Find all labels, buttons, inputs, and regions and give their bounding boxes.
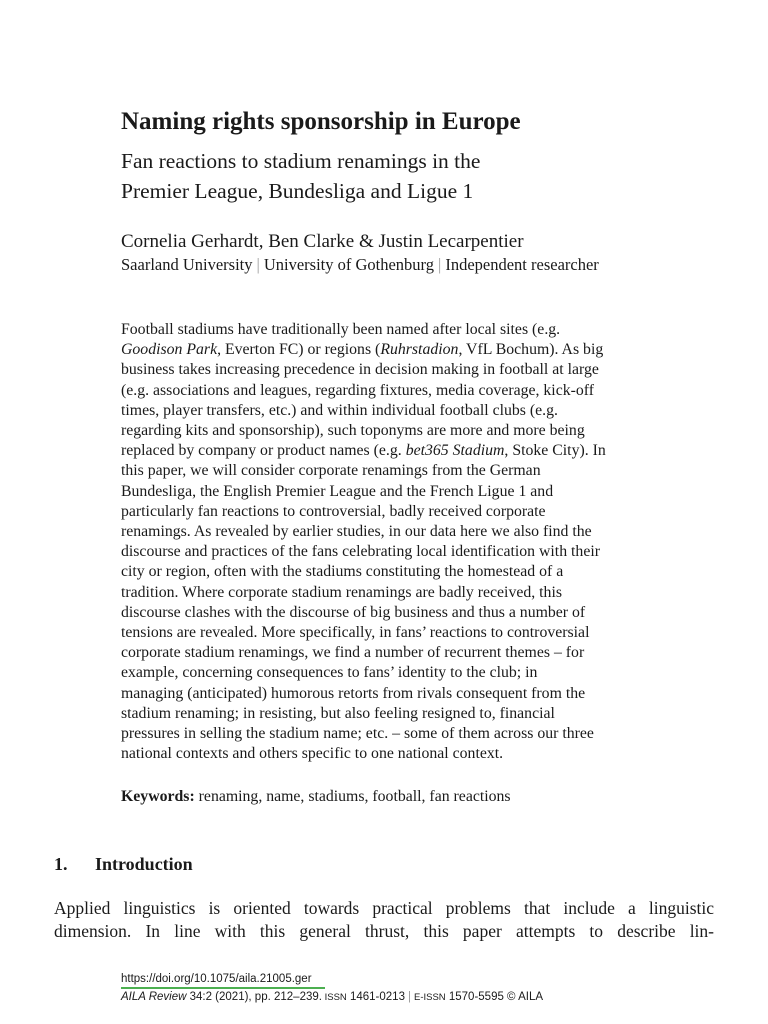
separator: |	[256, 255, 260, 274]
abstract-text: , Stoke City). In	[504, 442, 606, 460]
section-number: 1.	[54, 854, 68, 874]
issn: 1461-0213	[346, 991, 405, 1003]
doi-underline	[121, 987, 325, 989]
abstract-line	[121, 522, 691, 542]
abstract-text: this paper, we will consider corporate renamings from the German	[121, 462, 541, 480]
abstract-line	[121, 724, 691, 744]
abstract-text: (e.g. associations and leagues, regarding fixtures, media coverage, kick-off	[121, 381, 594, 399]
affiliations	[121, 254, 599, 276]
abstract-line	[121, 340, 691, 360]
journal-name: AILA Review	[121, 991, 187, 1003]
subtitle-line: Fan reactions to stadium renamings in the	[121, 149, 481, 173]
abstract-text: , Everton FC) or regions (	[217, 341, 381, 359]
abstract-text: tradition. Where corporate stadium renamings are badly received, this	[121, 583, 562, 601]
abstract-line	[121, 684, 691, 704]
abstract-text: national contexts and others specific to one national context.	[121, 745, 504, 763]
abstract-text: regarding kits and sponsorship), such toponyms are more and more being	[121, 422, 585, 440]
abstract-line	[121, 360, 691, 380]
body-line: Applied linguistics is oriented towards practical problems that include a linguistic	[54, 898, 714, 918]
abstract-text: managing (anticipated) humorous retorts from rivals consequent from the	[121, 684, 586, 702]
abstract-text: stadium renaming; in resisting, but also feeling resigned to, financial	[121, 704, 555, 722]
abstract-italic: Goodison Park	[121, 341, 218, 359]
body-text	[54, 897, 714, 943]
affiliation: University of Gothenburg	[263, 255, 435, 274]
abstract-line	[121, 502, 691, 522]
abstract-line	[121, 603, 691, 623]
abstract-text: business takes increasing precedence in decision making in football at large	[121, 361, 599, 379]
abstract-text: particularly fan reactions to controversial, badly received corporate	[121, 502, 546, 520]
body-line: dimension. In line with this general thrust, this paper attempts to describe lin-	[54, 921, 714, 941]
abstract-text: example, concerning consequences to fans’ identity to the club; in	[121, 664, 538, 682]
abstract-line	[121, 482, 691, 502]
abstract-line	[121, 643, 691, 663]
abstract-line	[121, 562, 691, 582]
abstract-italic: Ruhrstadion	[380, 341, 459, 359]
abstract-line	[121, 401, 691, 421]
abstract-line	[121, 583, 691, 603]
article-title: Naming rights sponsorship in Europe	[121, 108, 521, 135]
article-subtitle	[121, 146, 681, 206]
issn-label: ISSN	[321, 992, 347, 1003]
abstract-line	[121, 320, 691, 340]
abstract-text: times, player transfers, etc.) and within individual football clubs (e.g.	[121, 401, 558, 419]
affiliation: Independent researcher	[445, 255, 599, 274]
abstract-text: Football stadiums have traditionally been named after local sites (e.g.	[121, 321, 561, 338]
abstract-text: replaced by company or product names (e.g.	[121, 442, 406, 460]
abstract-text: tensions are revealed. More specifically, in fans’ reactions to controversial	[121, 624, 590, 642]
abstract-line	[121, 421, 691, 441]
abstract-line	[121, 663, 691, 683]
citation	[121, 990, 543, 1005]
abstract-line	[121, 623, 691, 643]
doi-link[interactable]: https://doi.org/10.1075/aila.21005.ger	[121, 973, 312, 985]
separator: |	[438, 255, 442, 274]
keywords-label: Keywords:	[121, 788, 195, 805]
eissn: 1570-5595 © AILA	[445, 991, 544, 1003]
abstract-italic: bet365 Stadium	[405, 442, 505, 460]
abstract-line	[121, 461, 691, 481]
abstract-line	[121, 381, 691, 401]
abstract-text: Bundesliga, the English Premier League and the French Ligue 1 and	[121, 482, 554, 500]
abstract-text: city or region, often with the stadiums constituting the homestead of a	[121, 563, 564, 581]
volume-pages: 34:2 (2021), pp. 212–239.	[186, 991, 322, 1003]
keywords-value: renaming, name, stadiums, football, fan reactions	[194, 788, 511, 805]
subtitle-line: Premier League, Bundesliga and Ligue 1	[121, 179, 474, 203]
section-title: Introduction	[95, 854, 193, 874]
abstract-text: renamings. As revealed by earlier studies, in our data here we also find the	[121, 523, 592, 541]
abstract-text: pressures in selling the stadium name; etc. – some of them across our three	[121, 725, 594, 743]
authors: Cornelia Gerhardt, Ben Clarke & Justin Lecarpentier	[121, 231, 524, 252]
abstract-text: , VfL Bochum). As big	[458, 341, 604, 359]
abstract-text: corporate stadium renamings, we find a number of recurrent themes – for	[121, 644, 585, 662]
abstract-line	[121, 744, 691, 764]
separator: |	[407, 991, 411, 1003]
keywords	[121, 786, 511, 808]
eissn-label: E-ISSN	[413, 992, 446, 1003]
abstract-text: discourse and practices of the fans celebrating local identification with their	[121, 543, 600, 561]
abstract	[121, 320, 691, 764]
section-heading	[54, 852, 193, 876]
abstract-line	[121, 542, 691, 562]
abstract-line	[121, 704, 691, 724]
abstract-text: discourse clashes with the discourse of big business and thus a number of	[121, 603, 586, 621]
abstract-line	[121, 441, 691, 461]
affiliation: Saarland University	[121, 255, 253, 274]
